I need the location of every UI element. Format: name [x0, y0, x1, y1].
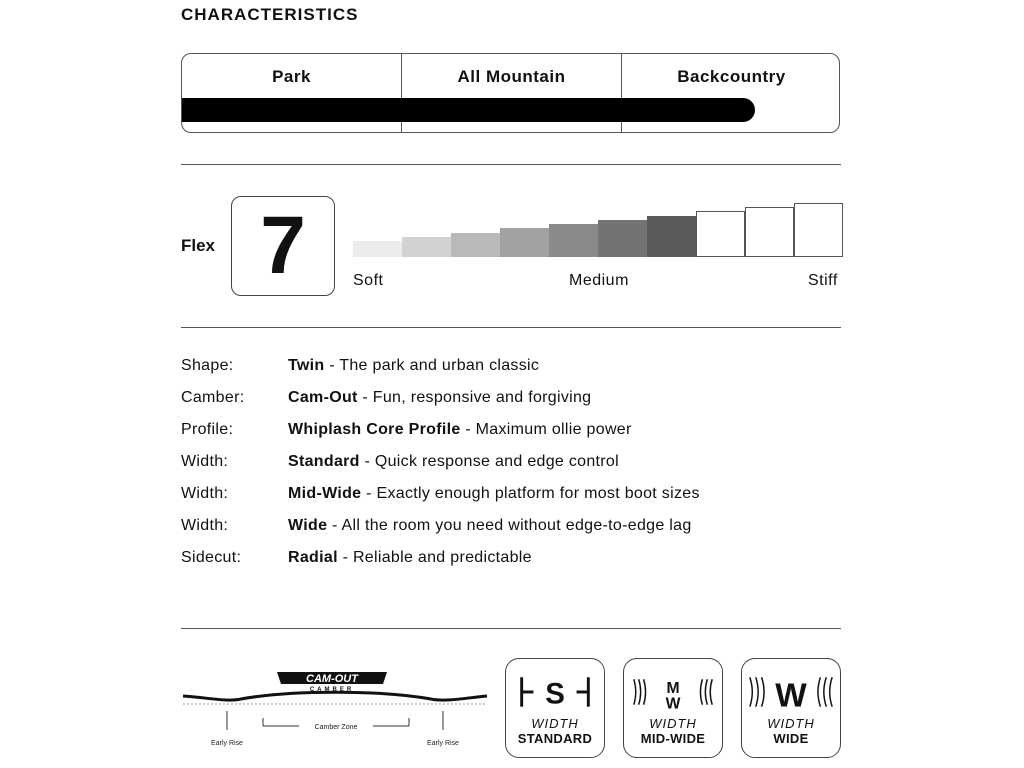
- flex-segment-9: [745, 207, 794, 257]
- badge-width-word: WIDTH: [649, 716, 697, 731]
- board-profile-line: [183, 692, 487, 700]
- spec-key: Width:: [181, 485, 229, 502]
- spec-name: Twin: [288, 357, 325, 374]
- spec-name: Wide: [288, 517, 328, 534]
- width-mid-wide-icon: [624, 669, 722, 713]
- spec-desc: - Fun, responsive and forgiving: [357, 389, 592, 406]
- terrain-all-mountain-label: All Mountain: [402, 54, 622, 132]
- flex-segment-3: [451, 233, 500, 257]
- spec-name: Mid-Wide: [288, 485, 362, 502]
- camber-zone-label: Camber Zone: [314, 724, 358, 731]
- spec-name: Cam-Out: [288, 389, 358, 406]
- spec-desc: - The park and urban classic: [324, 357, 540, 374]
- width-wide-icon: [742, 669, 840, 713]
- spec-desc: - Reliable and predictable: [337, 549, 532, 566]
- spec-name: Standard: [288, 453, 360, 470]
- spec-name: Radial: [288, 549, 338, 566]
- spec-value: [288, 485, 700, 503]
- spec-key: Width:: [181, 453, 229, 470]
- flex-segment-5: [549, 224, 598, 257]
- spec-value: [288, 421, 632, 439]
- flex-segment-4: [500, 228, 549, 257]
- spec-key: Sidecut:: [181, 549, 242, 566]
- flex-label: Flex: [181, 236, 216, 255]
- flex-segment-10: [794, 203, 843, 257]
- flex-scale: [353, 200, 841, 260]
- spec-value: [288, 453, 619, 471]
- cam-out-logo: [277, 672, 387, 693]
- divider: [181, 164, 841, 165]
- width-wide-badge: [741, 658, 841, 758]
- spec-key: Shape:: [181, 357, 234, 374]
- width-standard-badge: [505, 658, 605, 758]
- divider: [181, 327, 841, 328]
- flex-segment-2: [402, 237, 451, 257]
- early-rise-left-label: Early Rise: [211, 740, 243, 747]
- spec-key: Camber:: [181, 389, 245, 406]
- flex-medium-label: Medium: [569, 272, 629, 289]
- svg-text:M: M: [666, 679, 680, 697]
- flex-segment-1: [353, 241, 402, 257]
- logo-text-top: CAM-OUT: [306, 673, 358, 685]
- badge-width-size: MID-WIDE: [640, 731, 706, 746]
- badge-width-size: WIDE: [773, 731, 809, 746]
- width-standard-icon: [506, 669, 604, 713]
- spec-value: [288, 357, 539, 375]
- early-rise-right-label: Early Rise: [427, 740, 459, 747]
- spec-value: [288, 389, 591, 407]
- svg-text:W: W: [665, 695, 681, 713]
- spec-desc: - Maximum ollie power: [460, 421, 632, 438]
- spec-value: [288, 517, 692, 535]
- badge-width-word: WIDTH: [767, 716, 815, 731]
- spec-desc: - Quick response and edge control: [359, 453, 619, 470]
- terrain-park-label: Park: [182, 54, 402, 132]
- spec-desc: - All the room you need without edge-to-edge lag: [327, 517, 692, 534]
- flex-stiff-label: Stiff: [808, 272, 838, 289]
- terrain-backcountry-label: Backcountry: [677, 67, 786, 86]
- flex-rating-box: 7: [231, 196, 335, 296]
- divider: [181, 628, 841, 629]
- section-title: CHARACTERISTICS: [181, 5, 359, 24]
- flex-segment-7: [647, 216, 696, 257]
- spec-key: Width:: [181, 517, 229, 534]
- camber-profile-diagram: [181, 668, 491, 752]
- badge-width-word: WIDTH: [531, 716, 579, 731]
- svg-text:S: S: [545, 677, 565, 711]
- spec-name: Whiplash Core Profile: [288, 421, 461, 438]
- flex-segment-6: [598, 220, 647, 257]
- terrain-range-bar: [182, 98, 755, 122]
- spec-key: Profile:: [181, 421, 234, 438]
- spec-value: [288, 549, 532, 567]
- flex-segment-8: [696, 211, 745, 257]
- width-mid-wide-badge: [623, 658, 723, 758]
- terrain-chart: [181, 53, 840, 133]
- svg-text:W: W: [775, 677, 807, 713]
- spec-desc: - Exactly enough platform for most boot sizes: [361, 485, 700, 502]
- badge-width-size: STANDARD: [517, 731, 593, 746]
- logo-text-bottom: CAMBER: [309, 687, 355, 693]
- flex-soft-label: Soft: [353, 272, 384, 289]
